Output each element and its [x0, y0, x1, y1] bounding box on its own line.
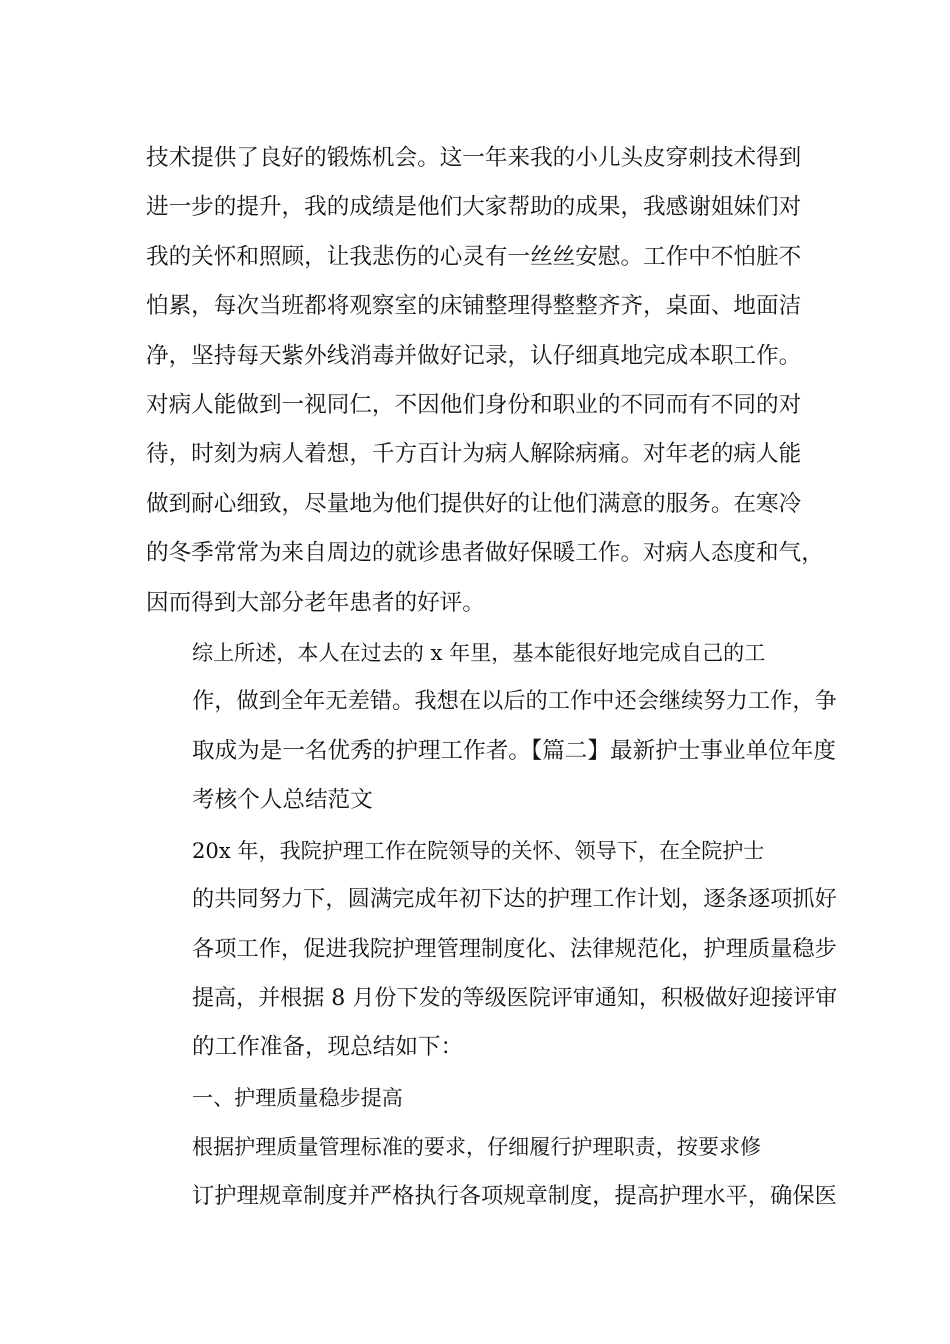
text-line: 净，坚持每天紫外线消毒并做好记录，认仔细真地完成本职工作。 [146, 342, 802, 369]
text-line: 提高，并根据 8 月份下发的等级医院评审通知，积极做好迎接评审 [192, 985, 838, 1011]
text-line: 作，做到全年无差错。我想在以后的工作中还会继续努力工作，争 [192, 688, 837, 715]
text-line: 我的关怀和照顾，让我悲伤的心灵有一丝丝安慰。工作中不怕脏不 [146, 243, 802, 270]
text-line: 综上所述，本人在过去的 x 年里，基本能很好地完成自己的工 [192, 640, 766, 666]
paragraph [146, 1073, 836, 1122]
text-line: 因而得到大部分老年患者的好评。 [146, 589, 485, 616]
text-line: 考核个人总结范文 [192, 787, 373, 814]
text-line: 根据护理质量管理标准的要求，仔细履行护理职责，按要求修 [192, 1134, 762, 1160]
text-line: 技术提供了良好的锻炼机会。这一年来我的小儿头皮穿刺技术得到 [146, 145, 802, 171]
text-line: 待，时刻为病人着想，千方百计为病人解除病痛。对年老的病人能 [146, 441, 802, 468]
paragraph [146, 1122, 836, 1221]
document-body [146, 134, 836, 1221]
text-line: 进一步的提升，我的成绩是他们大家帮助的成果，我感谢姐妹们对 [146, 194, 802, 221]
text-line: 怕累，每次当班都将观察室的床铺整理得整整齐齐，桌面、地面洁 [146, 293, 802, 320]
text-line: 各项工作，促进我院护理管理制度化、法律规范化，护理质量稳步 [192, 935, 837, 962]
paragraph [146, 826, 836, 1073]
text-line: 对病人能做到一视同仁，不因他们身份和职业的不同而有不同的对 [146, 392, 802, 419]
text-line: 的共同努力下，圆满完成年初下达的护理工作计划，逐条逐项抓好 [192, 886, 837, 913]
paragraph [146, 628, 836, 826]
text-line: 订护理规章制度并严格执行各项规章制度，提高护理水平，确保医 [192, 1182, 837, 1209]
text-line: 做到耐心细致，尽量地为他们提供好的让他们满意的服务。在寒冷 [146, 490, 802, 517]
text-line: 取成为是一名优秀的护理工作者。【篇二】最新护士事业单位年度 [192, 737, 836, 764]
text-line: 的工作准备，现总结如下： [192, 1034, 464, 1061]
paragraph [146, 134, 836, 628]
text-line: 一、护理质量稳步提高 [192, 1084, 403, 1110]
text-line: 的冬季常常为来自周边的就诊患者做好保暖工作。对病人态度和气， [146, 540, 824, 567]
text-line: 20x 年，我院护理工作在院领导的关怀、领导下，在全院护士 [192, 837, 765, 863]
